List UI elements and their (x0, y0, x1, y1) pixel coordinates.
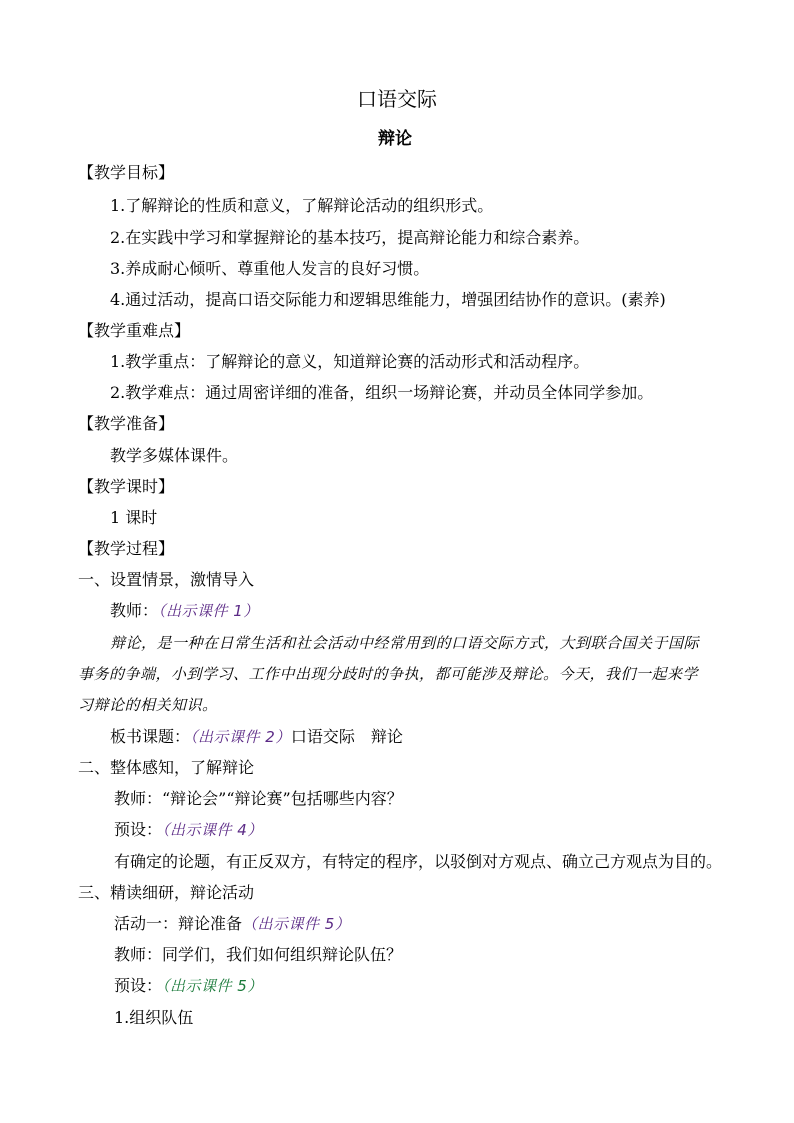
section-1-board-line (110, 726, 403, 748)
preset-label: 预设： (114, 976, 163, 995)
section-3-preset-line (114, 975, 263, 997)
goal-item: 4.通过活动，提高口语交际能力和逻辑思维能力，增强团结协作的意识。(素养) (110, 290, 666, 309)
preset-label: 预设： (114, 820, 163, 839)
page-subtitle: 辩论 (378, 129, 412, 149)
board-label: 板书课题： (110, 727, 191, 746)
goal-item: 2.在实践中学习和掌握辩论的基本技巧，提高辩论能力和综合素养。 (110, 228, 590, 247)
keypoint-item: 2.教学难点：通过周密详细的准备，组织一场辩论赛，并动员全体同学参加。 (110, 383, 654, 402)
slide-tag: （出示课件 4） (162, 821, 263, 839)
slide-tag: （出示课件 2） (190, 728, 291, 746)
teacher-label: 教师： (110, 601, 159, 620)
process-heading: 【教学过程】 (78, 539, 175, 558)
hours-heading: 【教学课时】 (78, 477, 175, 496)
section-3-teacher-line: 教师：同学们，我们如何组织辩论队伍？ (114, 945, 403, 964)
prep-text: 教学多媒体课件。 (110, 446, 239, 465)
section-3-activity-line (114, 913, 350, 935)
section-3-title: 三、精读细研，辩论活动 (78, 883, 255, 902)
prep-heading: 【教学准备】 (78, 414, 175, 433)
page-title: 口语交际 (357, 87, 437, 111)
section-2-title: 二、整体感知，了解辩论 (78, 758, 255, 777)
section-1-paragraph-line: 辩论，是一种在日常生活和社会活动中经常用到的口语交际方式，大到联合国关于国际 (110, 634, 700, 652)
section-2-preset-line (114, 819, 263, 841)
activity-label: 活动一：辩论准备 (114, 914, 243, 933)
section-2-teacher-line: 教师：“辩论会”“辩论赛”包括哪些内容？ (114, 789, 403, 808)
section-1-paragraph-line: 事务的争端，小到学习、工作中出现分歧时的争执，都可能涉及辩论。今天，我们一起来学 (78, 665, 699, 683)
section-1-paragraph-line: 习辩论的相关知识。 (78, 696, 218, 714)
slide-tag: （出示课件 5） (242, 915, 351, 933)
section-1-title: 一、设置情景，激情导入 (78, 570, 255, 589)
goal-item: 1.了解辩论的性质和意义，了解辩论活动的组织形式。 (110, 196, 494, 215)
keypoints-heading: 【教学重难点】 (78, 321, 191, 340)
section-1-teacher-line (110, 600, 259, 622)
slide-tag: （出示课件 1） (158, 602, 259, 620)
section-2-answer-line: 有确定的论题，有正反双方，有特定的程序，以驳倒对方观点、确立己方观点为目的。 (114, 852, 723, 871)
board-text: 口语交际 辩论 (290, 727, 403, 746)
section-3-item-1: 1.组织队伍 (114, 1008, 194, 1027)
goals-heading: 【教学目标】 (78, 163, 175, 182)
keypoint-item: 1.教学重点：了解辩论的意义，知道辩论赛的活动形式和活动程序。 (110, 352, 590, 371)
slide-tag: （出示课件 5） (162, 977, 263, 995)
hours-text: 1 课时 (110, 508, 158, 527)
goal-item: 3.养成耐心倾听、尊重他人发言的良好习惯。 (110, 259, 430, 278)
